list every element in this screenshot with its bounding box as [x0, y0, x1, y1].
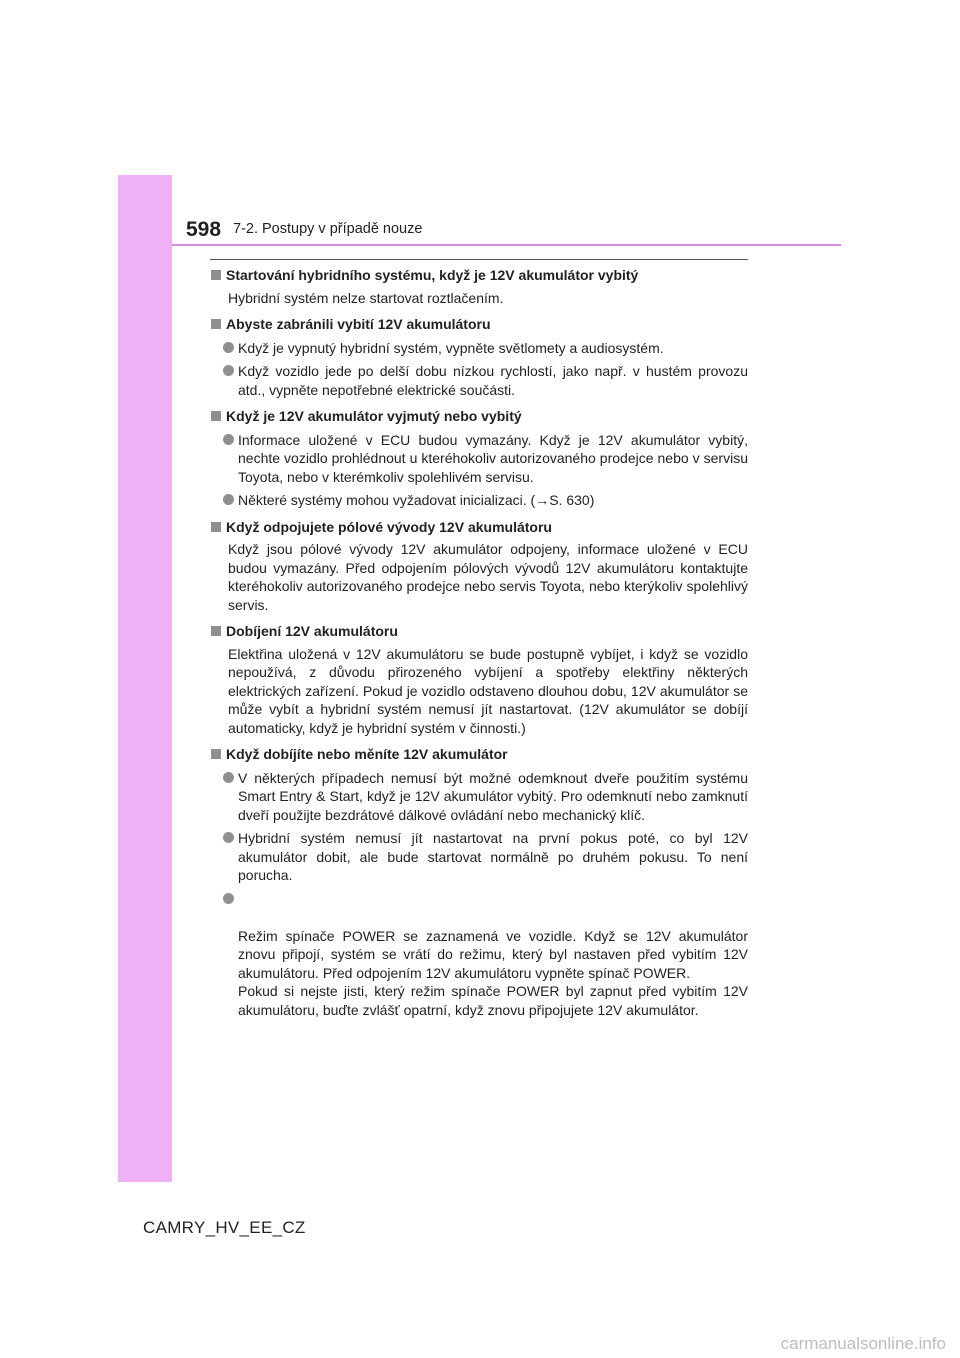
section-paragraph: Když jsou pólové vývody 12V akumulátor odpojeny, informace uložené v ECU budou vymazány. Před odpojením pólových vývodů 12V akumulátoru kontaktujte kteréhokoliv autorizovaného prodejce nebo servis Toyota, nebo kterýkoliv spolehlivý servis. [228, 541, 748, 613]
square-bullet-icon [211, 522, 221, 532]
section-disconnect-terminals [210, 518, 748, 615]
header-rule [172, 244, 841, 246]
section-heading: Abyste zabránili vybití 12V akumulátoru [210, 315, 748, 334]
round-bullet-icon [223, 893, 234, 904]
document-code-footer: CAMRY_HV_EE_CZ [143, 1218, 306, 1237]
section-heading: Dobíjení 12V akumulátoru [210, 622, 748, 641]
chapter-color-tab [118, 175, 172, 1182]
square-bullet-icon [211, 411, 221, 421]
bullet-item: Když vozidlo jede po delší dobu nízkou rychlostí, jako např. v hustém provozu atd., vypněte nepotřebné elektrické součásti. [210, 362, 748, 399]
bullet-item: Když je vypnutý hybridní systém, vypněte světlomety a audiosystém. [210, 339, 748, 358]
round-bullet-icon [223, 494, 234, 505]
round-bullet-icon [223, 832, 234, 843]
round-bullet-icon [223, 365, 234, 376]
section-heading: Když je 12V akumulátor vyjmutý nebo vybitý [210, 407, 748, 426]
section-paragraph: Hybridní systém nelze startovat roztlačením. [228, 289, 504, 306]
section-heading: Když dobíjíte nebo měníte 12V akumulátor [210, 745, 748, 764]
round-bullet-icon [223, 434, 234, 445]
section-title: 7-2. Postupy v případě nouze [233, 221, 423, 237]
bullet-item: Některé systémy mohou vyžadovat inicializaci. (→S. 630) [210, 491, 748, 510]
section-recharge-replace [210, 745, 748, 1019]
content-top-rule [210, 259, 748, 260]
section-prevent-discharge [210, 315, 748, 399]
square-bullet-icon [211, 749, 221, 759]
square-bullet-icon [211, 270, 221, 280]
section-battery-removed [210, 407, 748, 510]
bullet-item: Hybridní systém nemusí jít nastartovat na první pokus poté, co byl 12V akumulátor dobit, ale bude startovat normálně po druhém pokusu. To není porucha. [210, 829, 748, 885]
round-bullet-icon [223, 772, 234, 783]
bullet-item: Režim spínače POWER se zaznamená ve vozidle. Když se 12V akumulátor znovu připojí, systém se vrátí do režimu, který byl nastaven před vybitím 12V akumulátoru. Před odpojením 12V akumulátoru vypněte spínač POWER. Pokud si nejste jisti, který režim spínače POWER byl zapnut před vybitím 12V akumulátoru, buďte zvlášť opatrní, když znovu připojujete 12V akumulátor. [210, 890, 748, 1020]
square-bullet-icon [211, 626, 221, 636]
round-bullet-icon [223, 342, 234, 353]
section-battery-charging [210, 622, 748, 737]
bullet-item: Informace uložené v ECU budou vymazány. Když je 12V akumulátor vybitý, nechte vozidlo prohlédnout u kteréhokoliv autorizovaného prodejce nebo v servisu Toyota, nebo v kterémkoliv spolehlivém servisu. [210, 431, 748, 487]
section-paragraph: Elektřina uložená v 12V akumulátoru se bude postupně vybíjet, i když se vozidlo nepoužívá, z důvodu přirozeného vybíjení a spotřeby elektřiny některých elektrických zařízení. Pokud je vozidlo odstaveno dlouhou dobu, 12V akumulátor se může vybít a hybridní systém nemusí jít nastartovat. (12V akumulátor se dobíjí automaticky, když je hybridní systém v činnosti.) [228, 645, 748, 736]
section-jump-start [210, 266, 748, 307]
page-number: 598 [186, 218, 222, 241]
bullet-item: V některých případech nemusí být možné odemknout dveře použitím systému Smart Entry & Start, když je 12V akumulátor vybitý. Pro odemknutí nebo zamknutí dveří použijte bezdrátové dálkové ovládání nebo mechanický klíč. [210, 769, 748, 825]
section-heading: Startování hybridního systému, když je 12V akumulátor vybitý [210, 266, 748, 285]
page-content [210, 266, 748, 1019]
square-bullet-icon [211, 319, 221, 329]
section-heading: Když odpojujete pólové vývody 12V akumulátoru [210, 518, 748, 537]
watermark: carmanualsonline.info [780, 1334, 946, 1353]
